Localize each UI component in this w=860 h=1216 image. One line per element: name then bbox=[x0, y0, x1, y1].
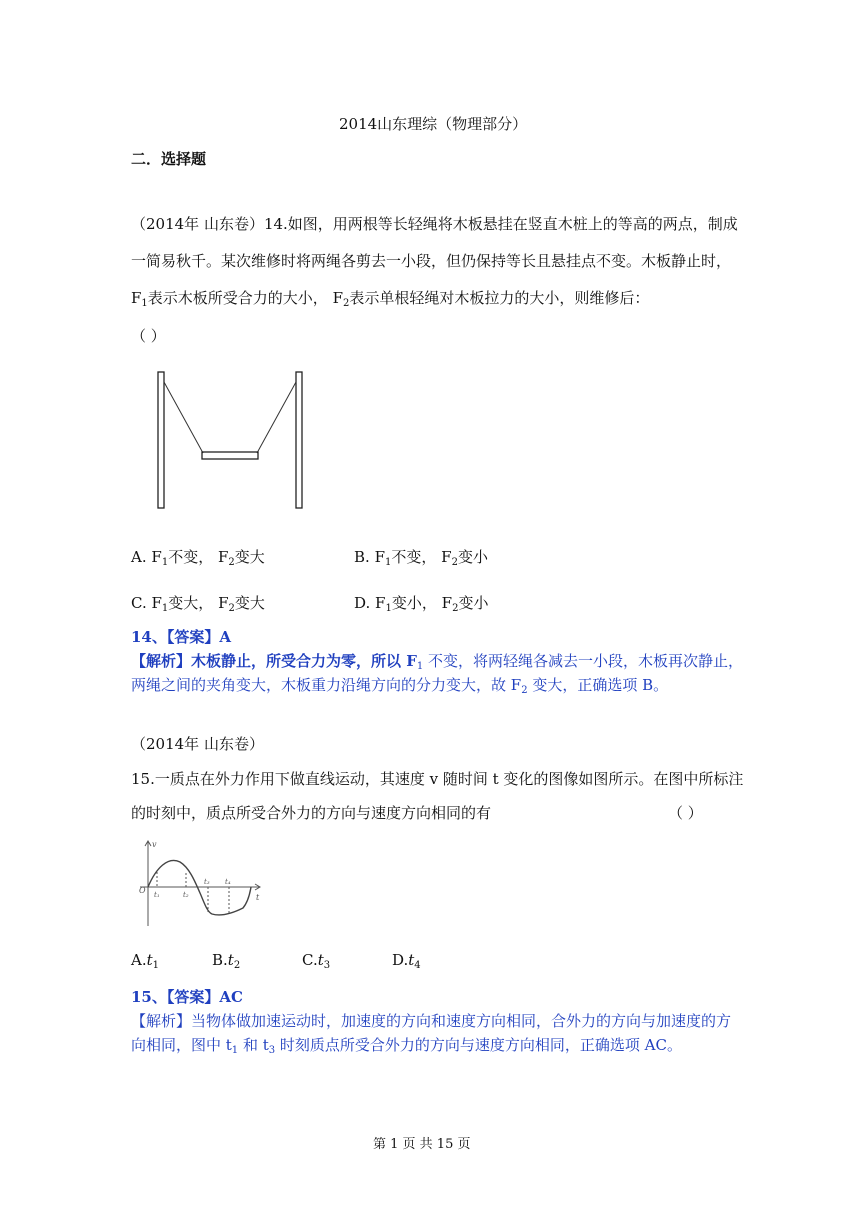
left-rope bbox=[164, 382, 203, 453]
q15-option-d[interactable]: $D.t_4$ bbox=[392, 951, 421, 971]
q15-option-c[interactable]: $C.t_3$ bbox=[302, 951, 331, 971]
t-label: t bbox=[256, 893, 260, 902]
q14-option-b[interactable]: B. $F_1$不变， $F_2$变小 bbox=[354, 548, 488, 568]
swing-figure bbox=[150, 365, 310, 510]
q14-option-c[interactable]: C. $F_1$变大， $F_2$变大 bbox=[131, 594, 265, 614]
velocity-curve bbox=[148, 860, 251, 914]
q14-line-1: （2014年 山东卷）14.如图，用两根等长轻绳将木板悬挂在竖直木桩上的等高的两点，制成 bbox=[131, 215, 738, 233]
q14-line-3: $F_1$表示木板所受合力的大小， $F_2$表示单根轻绳对木板拉力的大小，则维修后： bbox=[131, 289, 650, 309]
q15-answer: 15、【答案】AC bbox=[131, 988, 243, 1006]
q15-analysis-line-1: 【解析】当物体做加速运动时，加速度的方向和速度方向相同，合外力的方向与加速度的方 bbox=[131, 1012, 732, 1030]
page-title: 2014山东理综（物理部分） bbox=[339, 115, 528, 133]
t1-label: t₁ bbox=[154, 891, 160, 899]
q15-analysis-line-2: 向相同，图中 $t_1$ 和 $t_3$ 时刻质点所受合外力的方向与速度方向相同，正确选项 AC。 bbox=[131, 1036, 682, 1056]
q15-option-b[interactable]: $B.t_2$ bbox=[212, 951, 241, 971]
velocity-time-graph bbox=[130, 838, 270, 930]
section-heading: 二．选择题 bbox=[131, 150, 207, 168]
q15-option-a[interactable]: $A.t_1$ bbox=[131, 951, 160, 971]
origin-label: O bbox=[139, 886, 146, 895]
board bbox=[202, 452, 258, 459]
v-label: v bbox=[152, 840, 157, 849]
q15-answer-blank: （ ） bbox=[668, 804, 703, 822]
page-footer: 第 1 页 共 15 页 bbox=[373, 1137, 471, 1152]
q14-line-2: 一简易秋千。某次维修时将两绳各剪去一小段，但仍保持等长且悬挂点不变。木板静止时， bbox=[131, 252, 732, 270]
q14-option-a[interactable]: A. $F_1$不变， $F_2$变大 bbox=[131, 548, 265, 568]
q15-line-1: 15.一质点在外力作用下做直线运动，其速度 v 随时间 t 变化的图像如图所示。在图中所标注 bbox=[131, 770, 744, 788]
left-post bbox=[158, 372, 164, 508]
t3-label: t₃ bbox=[204, 878, 210, 886]
q14-answer-blank: （ ） bbox=[131, 327, 166, 345]
q14-analysis-line-2: 两绳之间的夹角变大，木板重力沿绳方向的分力变大，故 $F_2$ 变大，正确选项 B。 bbox=[131, 676, 669, 696]
q15-source: （2014年 山东卷） bbox=[131, 735, 264, 753]
q15-line-2: 的时刻中，质点所受合外力的方向与速度方向相同的有 bbox=[131, 804, 492, 822]
t2-label: t₂ bbox=[183, 891, 189, 899]
right-rope bbox=[257, 382, 296, 453]
q14-answer: 14、【答案】A bbox=[131, 628, 232, 646]
right-post bbox=[296, 372, 302, 508]
q14-analysis-line-1: 【解析】木板静止，所受合力为零，所以 $F_1$ 不变，将两轻绳各减去一小段，木板再次静止， bbox=[131, 652, 744, 672]
q14-option-d[interactable]: D. $F_1$变小， $F_2$变小 bbox=[354, 594, 489, 614]
t4-label: t₄ bbox=[225, 878, 231, 886]
